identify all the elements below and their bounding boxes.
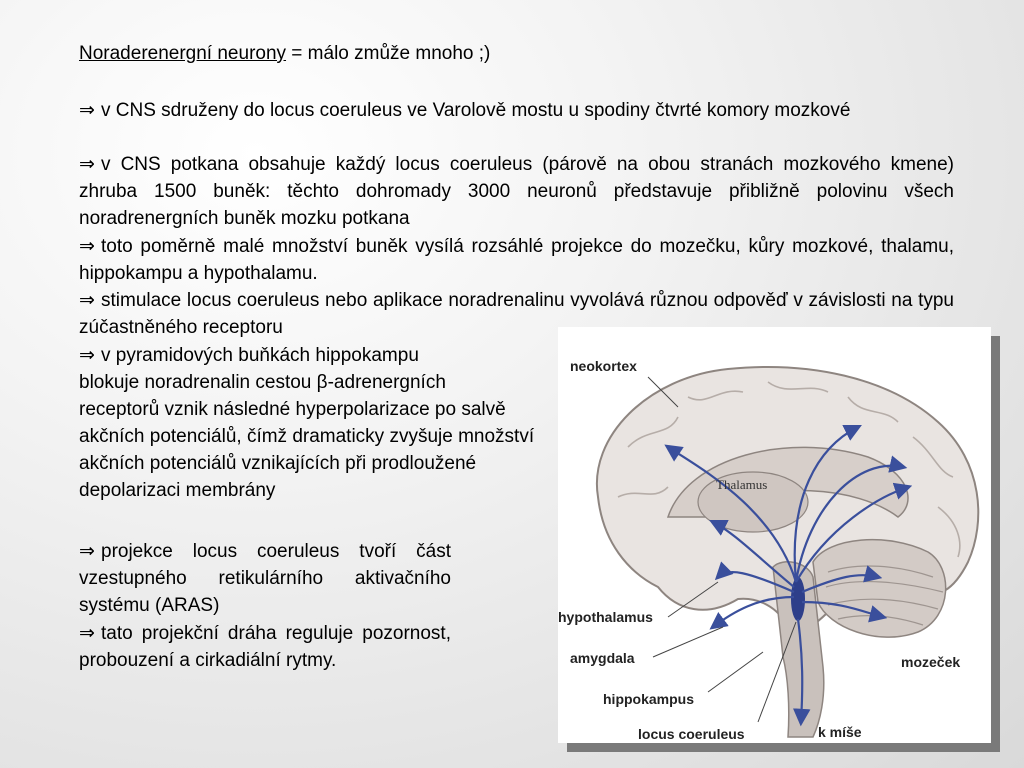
label-thalamus: Thalamus [716,477,768,492]
arrow-icon: ⇒ [79,345,95,366]
bullet-5-text: v pyramidových buňkách hippokampu [101,345,419,366]
arrow-icon: ⇒ [79,623,95,644]
arrow-icon: ⇒ [79,290,95,311]
label-hypothalamus: hypothalamus [558,609,653,625]
label-hippokampus: hippokampus [603,691,695,707]
label-amygdala: amygdala [570,650,635,666]
bullet-1-text: v CNS sdruženy do locus coeruleus ve Varolově mostu u spodiny čtvrté komory mozkové [101,100,851,121]
arrow-icon: ⇒ [79,154,95,175]
title-rest: = málo zmůže mnoho ;) [286,43,491,64]
arrow-icon: ⇒ [79,236,95,257]
title-underlined: Noraderenergní neurony [79,43,287,64]
label-neokortex: neokortex [570,358,637,374]
bullet-5 [79,342,554,369]
label-locus-coeruleus: locus coeruleus [638,726,745,742]
bullet-6 [79,538,451,619]
bullet-7 [79,620,451,674]
bullet-3-text: toto poměrně malé množství buněk vysílá rozsáhlé projekce do mozečku, kůry mozkové, thalamu, hippokampu a hypothalamu. [79,236,954,284]
locus-coeruleus-shape [791,577,805,621]
beta-symbol: β [316,372,328,393]
bullet-4-text: stimulace locus coeruleus nebo aplikace noradrenalinu vyvolává různou odpověď v závislosti na typu zúčastněného receptoru [79,290,954,338]
para-rest: receptorů vznik následné hyperpolarizace po salvě akčních potenciálů, čímž dramaticky zvyšuje množství akčních potenciálů vznikajících při prodloužené depolarizaci membrány [79,399,535,501]
para-line1-post: -adrenergních [327,372,446,393]
arrow-icon: ⇒ [79,541,95,562]
slide-title [79,42,490,66]
label-k-mise: k míše [818,724,862,740]
bullet-6-text: projekce locus coeruleus tvoří část vzestupného retikulárního aktivačního systému (ARAS) [79,541,451,616]
brain-figure [558,327,991,743]
brain-diagram [558,327,991,743]
bullet-2-text: v CNS potkana obsahuje každý locus coeruleus (párově na obou stranách mozkového kmene) zhruba 1500 buněk: těchto dohromady 3000 neuronů představuje přibližně polovinu všech noradrenergních buněk mozku potkana [79,154,954,229]
bullet-2 [79,151,954,232]
bullet-1 [79,97,954,124]
bullet-7-text: tato projekční dráha reguluje pozornost, probouzení a cirkadiální rytmy. [79,623,451,671]
bullet-3 [79,233,954,287]
para-line1-pre: blokuje noradrenalin cestou [79,372,317,393]
arrow-icon: ⇒ [79,100,95,121]
label-mozecek: mozeček [901,654,961,670]
hippocampus-paragraph [79,369,549,504]
